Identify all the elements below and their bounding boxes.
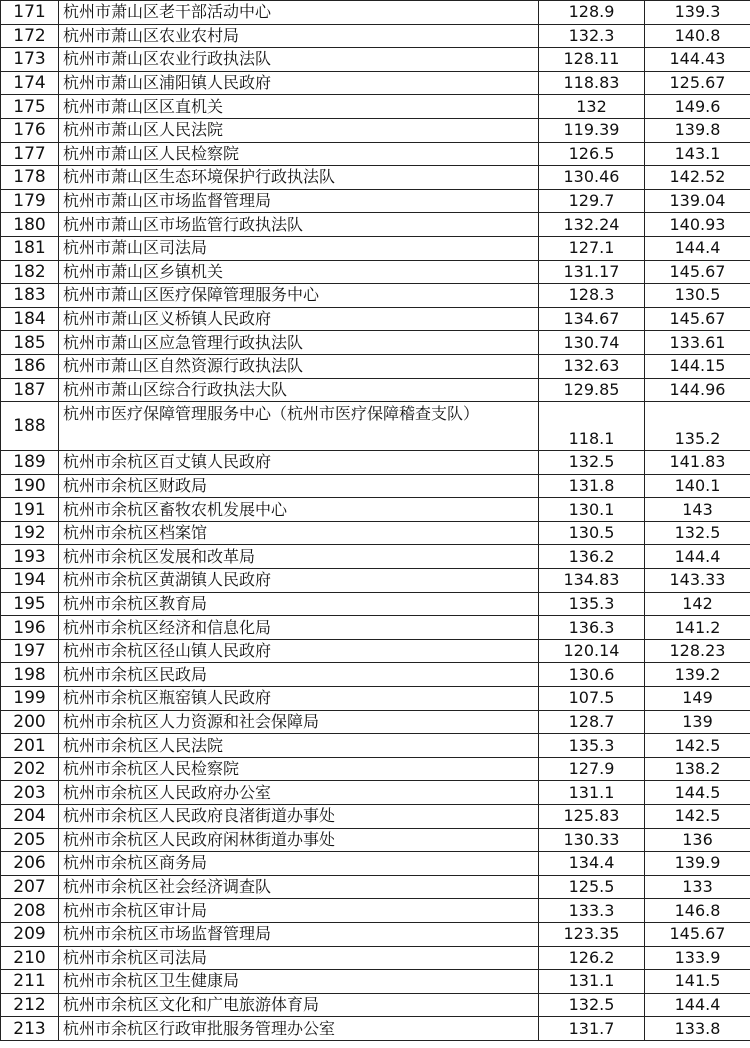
row-index-cell: 173 xyxy=(1,48,59,72)
table-row xyxy=(1,71,750,95)
score-b-cell: 142.5 xyxy=(645,734,750,758)
score-b-cell: 149 xyxy=(645,687,750,711)
score-b-cell: 143.33 xyxy=(645,569,750,593)
score-a-cell: 130.74 xyxy=(539,331,645,355)
table-row xyxy=(1,970,750,994)
table-row xyxy=(1,331,750,355)
score-table-body xyxy=(1,1,750,1041)
unit-name-cell: 杭州市萧山区司法局 xyxy=(59,236,539,260)
unit-name-cell: 杭州市萧山区农业行政执法队 xyxy=(59,48,539,72)
table-row xyxy=(1,354,750,378)
unit-name-cell: 杭州市余杭区径山镇人民政府 xyxy=(59,639,539,663)
row-index-cell: 188 xyxy=(1,402,59,451)
row-index-cell: 192 xyxy=(1,521,59,545)
unit-name-cell: 杭州市余杭区司法局 xyxy=(59,946,539,970)
score-a-cell: 132.5 xyxy=(539,993,645,1017)
score-b-cell: 140.93 xyxy=(645,213,750,237)
score-a-cell: 131.17 xyxy=(539,260,645,284)
row-index-cell: 203 xyxy=(1,781,59,805)
unit-name-cell: 杭州市余杭区经济和信息化局 xyxy=(59,616,539,640)
table-row xyxy=(1,189,750,213)
table-row xyxy=(1,663,750,687)
row-index-cell: 198 xyxy=(1,663,59,687)
score-a-cell: 130.1 xyxy=(539,498,645,522)
row-index-cell: 187 xyxy=(1,378,59,402)
row-index-cell: 213 xyxy=(1,1017,59,1041)
score-a-cell: 118.1 xyxy=(539,402,645,451)
score-a-cell: 119.39 xyxy=(539,118,645,142)
row-index-cell: 206 xyxy=(1,852,59,876)
row-index-cell: 183 xyxy=(1,284,59,308)
score-a-cell: 130.5 xyxy=(539,521,645,545)
table-row xyxy=(1,284,750,308)
row-index-cell: 204 xyxy=(1,805,59,829)
score-a-cell: 131.1 xyxy=(539,781,645,805)
row-index-cell: 196 xyxy=(1,616,59,640)
score-a-cell: 129.7 xyxy=(539,189,645,213)
unit-name-cell: 杭州市萧山区老干部活动中心 xyxy=(59,1,539,25)
unit-name-cell: 杭州市余杭区人民检察院 xyxy=(59,757,539,781)
score-b-cell: 145.67 xyxy=(645,922,750,946)
table-row xyxy=(1,616,750,640)
score-b-cell: 143 xyxy=(645,498,750,522)
score-a-cell: 123.35 xyxy=(539,922,645,946)
unit-name-cell: 杭州市余杭区人民政府良渚街道办事处 xyxy=(59,805,539,829)
score-a-cell: 125.83 xyxy=(539,805,645,829)
row-index-cell: 207 xyxy=(1,875,59,899)
row-index-cell: 208 xyxy=(1,899,59,923)
row-index-cell: 193 xyxy=(1,545,59,569)
row-index-cell: 179 xyxy=(1,189,59,213)
table-row xyxy=(1,498,750,522)
table-row xyxy=(1,993,750,1017)
table-row xyxy=(1,899,750,923)
table-row xyxy=(1,639,750,663)
score-b-cell: 141.83 xyxy=(645,451,750,475)
score-a-cell: 132.24 xyxy=(539,213,645,237)
table-row xyxy=(1,757,750,781)
row-index-cell: 202 xyxy=(1,757,59,781)
score-b-cell: 144.5 xyxy=(645,781,750,805)
score-b-cell: 139 xyxy=(645,710,750,734)
score-a-cell: 130.6 xyxy=(539,663,645,687)
score-a-cell: 125.5 xyxy=(539,875,645,899)
unit-name-cell: 杭州市余杭区民政局 xyxy=(59,663,539,687)
score-a-cell: 132 xyxy=(539,95,645,119)
row-index-cell: 205 xyxy=(1,828,59,852)
unit-name-cell: 杭州市余杭区卫生健康局 xyxy=(59,970,539,994)
score-b-cell: 139.3 xyxy=(645,1,750,25)
row-index-cell: 201 xyxy=(1,734,59,758)
row-index-cell: 182 xyxy=(1,260,59,284)
table-row xyxy=(1,118,750,142)
table-row xyxy=(1,852,750,876)
score-a-cell: 128.3 xyxy=(539,284,645,308)
score-a-cell: 134.67 xyxy=(539,307,645,331)
score-b-cell: 125.67 xyxy=(645,71,750,95)
table-row xyxy=(1,402,750,451)
unit-name-cell: 杭州市余杭区瓶窑镇人民政府 xyxy=(59,687,539,711)
score-b-cell: 139.2 xyxy=(645,663,750,687)
row-index-cell: 212 xyxy=(1,993,59,1017)
unit-name-cell: 杭州市余杭区市场监督管理局 xyxy=(59,922,539,946)
score-a-cell: 130.46 xyxy=(539,166,645,190)
table-row xyxy=(1,946,750,970)
score-b-cell: 142.52 xyxy=(645,166,750,190)
score-a-cell: 132.63 xyxy=(539,354,645,378)
table-row xyxy=(1,48,750,72)
table-row xyxy=(1,236,750,260)
unit-name-cell: 杭州市萧山区人民检察院 xyxy=(59,142,539,166)
score-a-cell: 128.11 xyxy=(539,48,645,72)
table-row xyxy=(1,307,750,331)
score-a-cell: 134.4 xyxy=(539,852,645,876)
unit-name-cell: 杭州市余杭区人民政府办公室 xyxy=(59,781,539,805)
unit-name-cell: 杭州市萧山区综合行政执法大队 xyxy=(59,378,539,402)
score-a-cell: 127.1 xyxy=(539,236,645,260)
score-a-cell: 107.5 xyxy=(539,687,645,711)
score-b-cell: 144.15 xyxy=(645,354,750,378)
score-b-cell: 133 xyxy=(645,875,750,899)
score-a-cell: 131.7 xyxy=(539,1017,645,1041)
score-a-cell: 132.3 xyxy=(539,24,645,48)
score-b-cell: 139.04 xyxy=(645,189,750,213)
score-b-cell: 133.61 xyxy=(645,331,750,355)
unit-name-cell: 杭州市萧山区农业农村局 xyxy=(59,24,539,48)
unit-name-cell: 杭州市萧山区区直机关 xyxy=(59,95,539,119)
score-a-cell: 120.14 xyxy=(539,639,645,663)
unit-name-cell: 杭州市余杭区商务局 xyxy=(59,852,539,876)
row-index-cell: 199 xyxy=(1,687,59,711)
unit-name-cell: 杭州市余杭区黄湖镇人民政府 xyxy=(59,569,539,593)
score-b-cell: 144.96 xyxy=(645,378,750,402)
unit-name-cell: 杭州市余杭区人民政府闲林街道办事处 xyxy=(59,828,539,852)
row-index-cell: 176 xyxy=(1,118,59,142)
score-a-cell: 133.3 xyxy=(539,899,645,923)
table-row xyxy=(1,260,750,284)
table-row xyxy=(1,828,750,852)
score-b-cell: 142 xyxy=(645,592,750,616)
score-b-cell: 144.43 xyxy=(645,48,750,72)
row-index-cell: 175 xyxy=(1,95,59,119)
score-a-cell: 126.2 xyxy=(539,946,645,970)
score-a-cell: 131.8 xyxy=(539,474,645,498)
unit-name-cell: 杭州市余杭区审计局 xyxy=(59,899,539,923)
unit-name-cell: 杭州市余杭区行政审批服务管理办公室 xyxy=(59,1017,539,1041)
unit-name-cell: 杭州市余杭区社会经济调查队 xyxy=(59,875,539,899)
table-row xyxy=(1,545,750,569)
score-b-cell: 132.5 xyxy=(645,521,750,545)
unit-name-cell: 杭州市余杭区档案馆 xyxy=(59,521,539,545)
score-b-cell: 143.1 xyxy=(645,142,750,166)
score-a-cell: 131.1 xyxy=(539,970,645,994)
unit-name-cell: 杭州市余杭区人民法院 xyxy=(59,734,539,758)
score-b-cell: 133.9 xyxy=(645,946,750,970)
row-index-cell: 190 xyxy=(1,474,59,498)
table-row xyxy=(1,922,750,946)
score-b-cell: 139.8 xyxy=(645,118,750,142)
score-b-cell: 140.1 xyxy=(645,474,750,498)
unit-name-cell: 杭州市萧山区市场监督管理局 xyxy=(59,189,539,213)
row-index-cell: 191 xyxy=(1,498,59,522)
score-a-cell: 129.85 xyxy=(539,378,645,402)
score-a-cell: 135.3 xyxy=(539,592,645,616)
table-row xyxy=(1,1017,750,1041)
score-b-cell: 130.5 xyxy=(645,284,750,308)
row-index-cell: 209 xyxy=(1,922,59,946)
unit-name-cell: 杭州市萧山区自然资源行政执法队 xyxy=(59,354,539,378)
score-b-cell: 135.2 xyxy=(645,402,750,451)
row-index-cell: 174 xyxy=(1,71,59,95)
score-b-cell: 144.4 xyxy=(645,993,750,1017)
unit-name-cell: 杭州市余杭区百丈镇人民政府 xyxy=(59,451,539,475)
table-row xyxy=(1,710,750,734)
table-row xyxy=(1,142,750,166)
unit-name-cell: 杭州市余杭区人力资源和社会保障局 xyxy=(59,710,539,734)
score-b-cell: 133.8 xyxy=(645,1017,750,1041)
table-row xyxy=(1,474,750,498)
unit-name-cell: 杭州市萧山区人民法院 xyxy=(59,118,539,142)
row-index-cell: 186 xyxy=(1,354,59,378)
row-index-cell: 171 xyxy=(1,1,59,25)
score-b-cell: 144.4 xyxy=(645,236,750,260)
table-row xyxy=(1,687,750,711)
unit-name-cell: 杭州市余杭区发展和改革局 xyxy=(59,545,539,569)
score-b-cell: 136 xyxy=(645,828,750,852)
row-index-cell: 194 xyxy=(1,569,59,593)
unit-name-cell: 杭州市萧山区市场监管行政执法队 xyxy=(59,213,539,237)
unit-name-cell: 杭州市余杭区文化和广电旅游体育局 xyxy=(59,993,539,1017)
row-index-cell: 181 xyxy=(1,236,59,260)
table-row xyxy=(1,213,750,237)
table-row xyxy=(1,734,750,758)
table-row xyxy=(1,451,750,475)
score-a-cell: 126.5 xyxy=(539,142,645,166)
table-row xyxy=(1,781,750,805)
score-a-cell: 127.9 xyxy=(539,757,645,781)
score-a-cell: 134.83 xyxy=(539,569,645,593)
row-index-cell: 180 xyxy=(1,213,59,237)
row-index-cell: 185 xyxy=(1,331,59,355)
score-b-cell: 145.67 xyxy=(645,260,750,284)
table-row xyxy=(1,592,750,616)
table-row xyxy=(1,1,750,25)
score-b-cell: 146.8 xyxy=(645,899,750,923)
table-row xyxy=(1,521,750,545)
score-a-cell: 132.5 xyxy=(539,451,645,475)
unit-name-cell: 杭州市萧山区义桥镇人民政府 xyxy=(59,307,539,331)
score-a-cell: 135.3 xyxy=(539,734,645,758)
score-b-cell: 145.67 xyxy=(645,307,750,331)
table-row xyxy=(1,166,750,190)
unit-name-cell: 杭州市萧山区生态环境保护行政执法队 xyxy=(59,166,539,190)
table-row xyxy=(1,875,750,899)
table-row xyxy=(1,378,750,402)
row-index-cell: 211 xyxy=(1,970,59,994)
unit-name-cell: 杭州市萧山区医疗保障管理服务中心 xyxy=(59,284,539,308)
row-index-cell: 177 xyxy=(1,142,59,166)
score-b-cell: 141.5 xyxy=(645,970,750,994)
score-a-cell: 128.7 xyxy=(539,710,645,734)
row-index-cell: 178 xyxy=(1,166,59,190)
unit-name-cell: 杭州市余杭区教育局 xyxy=(59,592,539,616)
score-a-cell: 130.33 xyxy=(539,828,645,852)
table-row xyxy=(1,805,750,829)
unit-name-cell: 杭州市医疗保障管理服务中心（杭州市医疗保障稽查支队） xyxy=(59,402,539,451)
score-b-cell: 149.6 xyxy=(645,95,750,119)
row-index-cell: 197 xyxy=(1,639,59,663)
score-a-cell: 128.9 xyxy=(539,1,645,25)
score-b-cell: 141.2 xyxy=(645,616,750,640)
row-index-cell: 184 xyxy=(1,307,59,331)
score-b-cell: 139.9 xyxy=(645,852,750,876)
score-b-cell: 144.4 xyxy=(645,545,750,569)
row-index-cell: 200 xyxy=(1,710,59,734)
unit-name-cell: 杭州市余杭区畜牧农机发展中心 xyxy=(59,498,539,522)
unit-name-cell: 杭州市萧山区乡镇机关 xyxy=(59,260,539,284)
table-row xyxy=(1,95,750,119)
score-b-cell: 128.23 xyxy=(645,639,750,663)
row-index-cell: 172 xyxy=(1,24,59,48)
row-index-cell: 210 xyxy=(1,946,59,970)
score-b-cell: 142.5 xyxy=(645,805,750,829)
score-a-cell: 136.3 xyxy=(539,616,645,640)
unit-name-cell: 杭州市余杭区财政局 xyxy=(59,474,539,498)
score-b-cell: 140.8 xyxy=(645,24,750,48)
table-row xyxy=(1,569,750,593)
unit-name-cell: 杭州市萧山区浦阳镇人民政府 xyxy=(59,71,539,95)
row-index-cell: 189 xyxy=(1,451,59,475)
unit-name-cell: 杭州市萧山区应急管理行政执法队 xyxy=(59,331,539,355)
row-index-cell: 195 xyxy=(1,592,59,616)
score-a-cell: 136.2 xyxy=(539,545,645,569)
score-a-cell: 118.83 xyxy=(539,71,645,95)
table-row xyxy=(1,24,750,48)
score-b-cell: 138.2 xyxy=(645,757,750,781)
